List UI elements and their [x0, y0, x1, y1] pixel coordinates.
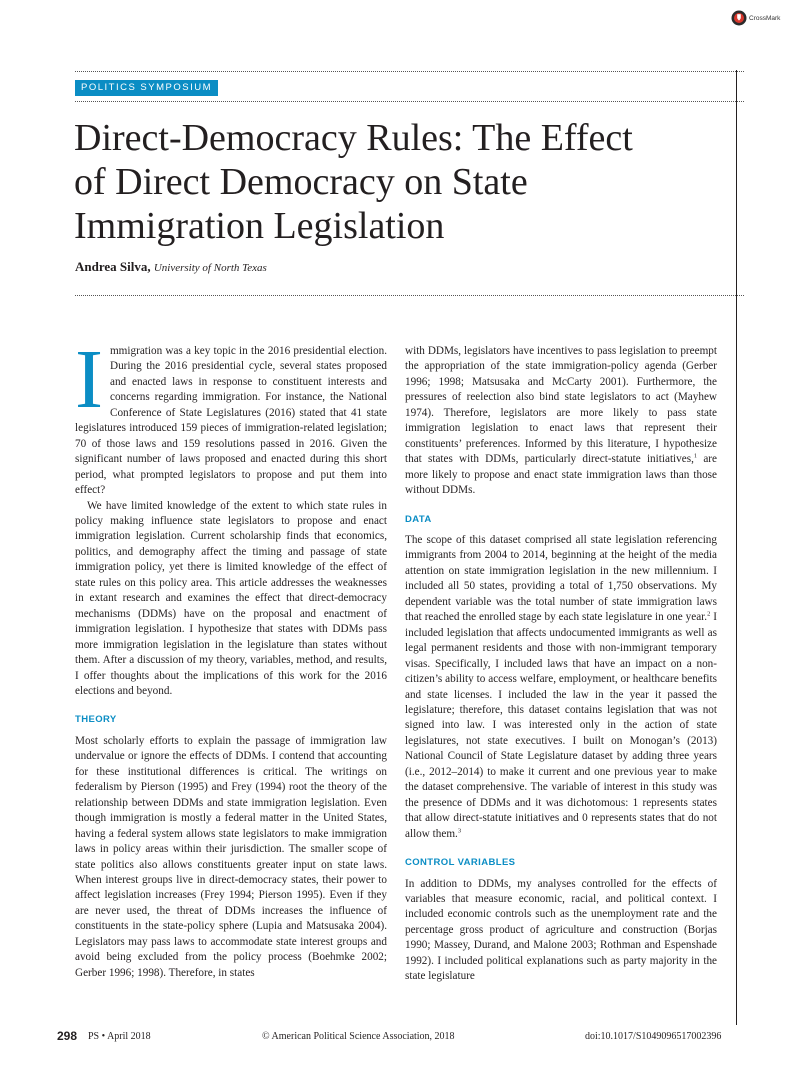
journal-issue: PS • April 2018	[88, 1031, 151, 1042]
crossmark-icon	[731, 10, 747, 26]
heading-control-variables: CONTROL VARIABLES	[405, 857, 516, 869]
title-line-3: Immigration Legislation	[74, 205, 445, 247]
byline-dotted-divider	[75, 295, 744, 296]
page-number: 298	[57, 1029, 78, 1043]
footnote-ref-1[interactable]: 1	[693, 452, 698, 460]
drop-cap: I	[75, 333, 103, 426]
header-dotted-divider	[75, 101, 744, 102]
title-line-1: Direct-Democracy Rules: The Effect	[74, 117, 633, 159]
heading-data: DATA	[405, 513, 432, 525]
section-label: POLITICS SYMPOSIUM	[75, 80, 218, 96]
copyright-notice: © American Political Science Association, 2018	[262, 1031, 455, 1042]
author-name: Andrea Silva,	[75, 259, 151, 274]
intro-text-1: mmigration was a key topic in the 2016 presidential election. During the 2016 presidential cycle, several states proposed and enacted laws in response to constituent interests and concerns regarding immigration. For instance, the National Conference of State Legislatures (2016) stated that 41 state legislatures introduced 159 pieces of immigration-related legislation; 70 of those laws and 159 resolutions passed in 2016. Given the significant number of laws proposed and enacted during this short period, what prompted legislators to propose and put them into effect?	[75, 345, 387, 497]
theory-continuation-paragraph	[405, 344, 717, 499]
intro-paragraph-1	[75, 333, 387, 499]
author-affiliation: University of North Texas	[153, 262, 267, 274]
footnote-ref-2[interactable]: 2	[707, 610, 711, 618]
data-text-b: I included legislation that affects undocumented immigrants as well as legal permanent residents and those with non-immigrant temporary visas. Specifically, I included laws that have an impact on a non-citizen’s ability to access welfare, employment, or healthcare benefits and state licenses. I included the law in the year it passed the legislature; therefore, this dataset contains legislation that was not signed into law. I was interested only in the action of state legislatures, not state executives. I built on Monogan’s (2013) National Council of State Legislature dataset by adding three years (i.e., 2012–2014) to make it current and one previous year to make the dataset comprehensive. The variable of interest in this study was the presence of DDMs and it was dichotomous: 1 represents states that allow direct-statute initiatives and 0 represents states that do not allow them.	[405, 611, 717, 840]
article-title	[74, 116, 714, 248]
theory-continuation-text-a: with DDMs, legislators have incentives to pass legislation to preempt the appropriation of the state immigration-policy agenda (Gerber 1996; 1998; Matsusaka and McCarty 2001). Furthermore, the pressures of reelection also bind state legislators to act (Mayhew 1974). Therefore, legislators are more likely to pass state immigration legislation to enact laws that represent their constituents’ preferences. Informed by this literature, I hypothesize that states with DDMs, particularly direct-statute initiatives,	[405, 345, 717, 466]
theory-continuation-text-b: are more likely to propose and enact state immigration laws than those without DDMs.	[405, 453, 717, 497]
doi-link[interactable]: doi:10.1017/S1049096517002396	[585, 1031, 722, 1042]
crossmark-badge[interactable]	[731, 9, 791, 27]
left-column	[75, 333, 387, 981]
data-text-a: The scope of this dataset comprised all state legislation referencing immigrants from 2004 to 2014, beginning at the height of the media attention on state immigration legislation in the new millennium. I included all 50 states, providing a total of 1,750 observations. My dependent variable was the total number of state immigration laws that reached the enrolled stage by each state legislature in one year.	[405, 533, 717, 624]
footnote-ref-3[interactable]: 3	[457, 826, 462, 834]
title-line-2: of Direct Democracy on State	[74, 161, 528, 203]
page-footer	[0, 1030, 800, 1046]
right-margin-rule	[736, 70, 737, 1025]
top-dotted-divider	[75, 71, 744, 72]
intro-paragraph-2: We have limited knowledge of the extent to which state rules in policy making influence state legislators to propose and enact immigration legislation. Current scholarship finds that economics, politics, and demography affect the timing and passage of state immigration policy, yet there is limited knowledge of the effect of state rules on this policy area. This article addresses the weaknesses in extant research and examines the effect that direct-democracy mechanisms (DDMs) have on the proposal and enactment of immigration legislation. I hypothesize that states with DDMs pass more immigration legislation in the legislature than states without them. After a discussion of my theory, variables, method, and results, I offer thoughts about the implications of this work for the 2016 elections and beyond.	[75, 499, 387, 697]
right-column	[405, 344, 717, 985]
heading-theory: THEORY	[75, 714, 117, 726]
data-paragraph	[405, 533, 717, 842]
theory-paragraph: Most scholarly efforts to explain the passage of immigration law undervalue or ignore the effects of DDMs. I contend that accounting for these institutional differences is critical. The writings on federalism by Pierson (1995) and Frey (1994) root the theory of the relationship between DDMs and state immigration legislation. Even though immigration is mostly a federal matter in the United States, having a federal system allows state legislators to make immigration laws in policy areas within their jurisdiction. The smaller scope of state politics also allows constituents greater input on state laws. When interest groups live in direct-democracy states, their power to affect legislation increases (Frey 1994; Pierson 1995). Even if they are never used, the threat of DDMs increases the influence of constituents in the state-policy sphere (Lupia and Matsusaka 2004). Legislators may pass laws to accommodate state interest groups and avoid being excluded from the policy process (Boehmke 2002; Gerber 1996; 1998). Therefore, in states	[75, 734, 387, 979]
byline	[75, 259, 267, 275]
control-variables-paragraph: In addition to DDMs, my analyses controlled for the effects of variables that measure economic, racial, and political context. I included economic controls such as the unemployment rate and the percentage gross product of agriculture and construction (Borjas 1990; Massey, Durand, and Malone 2003; Rothman and Espenshade 1992). I included political explanations such as party majority in the state legislature	[405, 877, 717, 983]
crossmark-label: CrossMark	[749, 14, 781, 22]
